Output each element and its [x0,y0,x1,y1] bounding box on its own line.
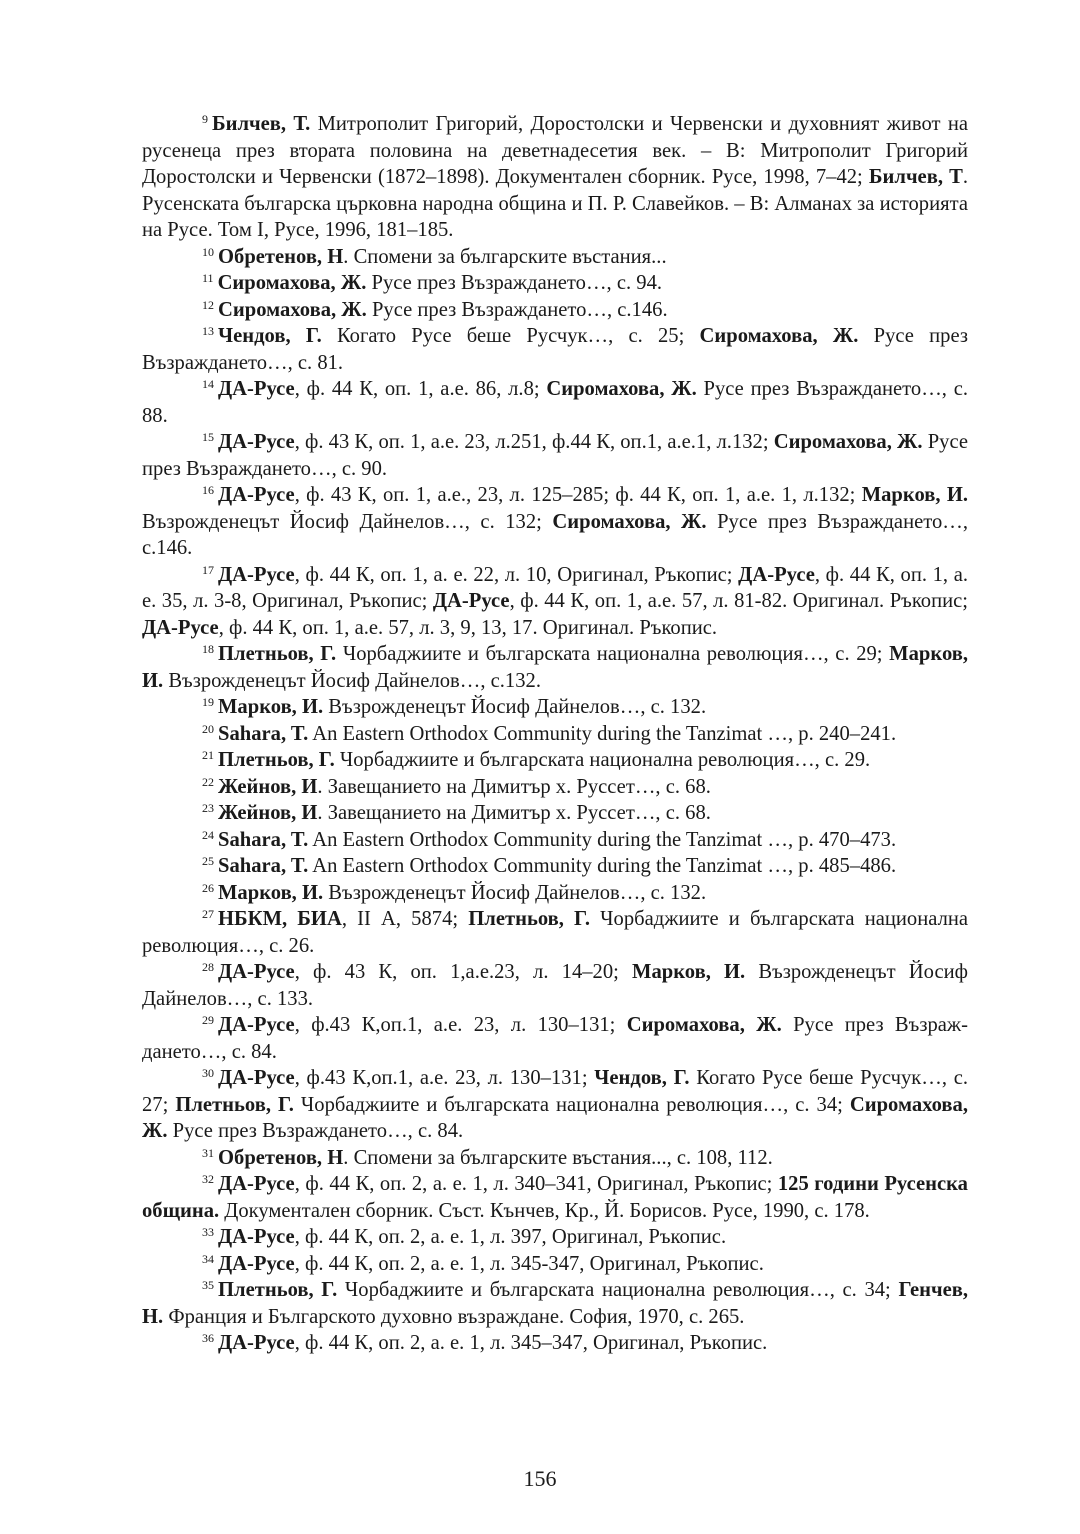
citation-author: ДА-Русе [218,961,295,983]
citation-author: ДА-Русе [218,1067,295,1089]
citation-author: Билчев, Т [868,166,963,188]
citation-text: Франция и Българското духовно възраждане. София, 1970, с. 265. [163,1305,745,1328]
citation-text: Възрожденецът Йосиф Дайнелов…, с. 132; [142,510,553,533]
citation-text: , ф. 43 К, оп. 1, а.е. 23, л.251, ф.44 К, оп.1, а.е.1, л.132; [294,431,774,453]
footnote [142,1012,968,1065]
citation-author: Жейнов, И [218,775,318,798]
citation-text: Митрополит Григорий, Доростолски и Червенски и духовният живот на русенеца през втората половина на деветнадесетия век. – В: Митрополит Григорий Доростолски и Червенски (1872–1898). Документален сборник. Русе, 1998, 7–42; [142,113,968,188]
footnote-list [142,111,968,1357]
citation-author: 125 години Русенска община. [142,1173,968,1222]
citation-text: An Eastern Orthodox Community during the Tanzimat …, p. 485–486. [308,855,897,877]
citation-text: Русе през Възраждането…, с. 88. [142,378,968,427]
citation-author: Чендов, Г. [218,325,322,347]
footnote [142,1224,968,1251]
citation-author: Sahara, T. [218,855,309,877]
citation-author: Обретенов, Н [218,1146,344,1169]
footnote-number: 33 [202,1225,214,1239]
footnote [142,1065,968,1145]
footnote-number: 28 [202,960,214,974]
footnote-number: 15 [202,430,214,444]
footnote [142,827,968,854]
footnote-number: 34 [202,1251,214,1266]
citation-text: , ф. 44 К, оп. 1, а. е. 22, л. 10, Оригинал, Ръкопис; [294,563,739,586]
citation-text: . Русенската българска църковна народна община и П. Р. Славейков. – В: Алманах за историята на Русе. Том I, Русе, 1996, 181–185. [142,166,968,241]
citation-author: Сиромахова, Ж. [546,378,697,400]
footnote-number: 25 [202,854,214,868]
footnote-number: 14 [202,377,214,391]
citation-author: ДА-Русе [142,616,219,639]
footnotes-block [142,111,968,1357]
citation-text: , ф. 44 К, оп. 2, а. е. 1, л. 345–347, Оригинал, Ръкопис. [294,1332,768,1354]
footnote [142,906,968,959]
citation-text: . Спомени за българските въстания... [343,245,667,268]
citation-author: Жейнов, И [218,802,318,824]
footnote-number: 17 [202,562,214,577]
citation-author: Сиромахова, Ж. [217,272,367,294]
footnote-number: 32 [202,1172,214,1186]
citation-text: Русе през Възраждането…, с. 94. [366,272,663,294]
citation-author: Плетньов, Г. [175,1093,294,1116]
citation-author: Обретенов, Н [218,245,344,268]
citation-text: Чорбаджиите и българската национална революция…, с. 29. [334,749,871,771]
footnote [142,562,968,642]
citation-text: , ф. 43 К, оп. 1,а.е.23, л. 14–20; [294,961,633,983]
citation-text: Русе през Възраждането…, с. 90. [142,431,968,480]
citation-author: Билчев, Т. [212,113,311,135]
footnote [142,880,968,907]
citation-text: , ф. 44 К, оп. 2, а. е. 1, л. 397, Оригинал, Ръкопис. [294,1226,727,1248]
citation-author: Марков, И. [632,961,746,983]
footnote [142,111,968,244]
footnote-number: 35 [202,1278,214,1292]
footnote [142,1277,968,1330]
citation-author: ДА-Русе [218,1252,295,1275]
footnote [142,747,968,774]
citation-text: Русе през Възраждането…, с. 84. [142,1014,968,1063]
footnote [142,1171,968,1224]
footnote [142,297,968,324]
page-number: 156 [523,1466,557,1491]
footnote-number: 30 [202,1066,214,1080]
footnote-number: 22 [202,774,214,789]
citation-author: ДА-Русе [218,1014,295,1036]
citation-text: An Eastern Orthodox Community during the Tanzimat …, p. 240–241. [308,722,897,745]
citation-text: Чорбаджиите и българската национална революция…, с. 26. [142,908,969,957]
citation-text: . Завещанието на Димитър х. Руссет…, с. 68. [317,802,711,824]
footnote-number: 10 [202,244,214,259]
citation-text: Русе през Възраждането…, с. 81. [142,325,968,374]
footnote [142,429,968,482]
citation-text: , ф. 43 К, оп. 1, а.е., 23, л. 125–285; ф. 44 К, оп. 1, а.е. 1, л.132; [294,484,862,506]
citation-author: Марков, И. [142,643,969,692]
footnote [142,721,968,748]
citation-author: ДА-Русе [738,563,815,586]
citation-text: , ф. 44 К, оп. 2, а. е. 1, л. 345-347, Оригинал, Ръкопис. [294,1252,764,1275]
footnote [142,1145,968,1172]
footnote-number: 26 [202,880,214,895]
citation-author: Sahara, T. [218,828,309,851]
footnote-number: 16 [202,483,214,497]
citation-author: ДА-Русе [218,1332,295,1354]
citation-text: Когато Русе беше Русчук…, с. 27; [142,1067,968,1116]
footnote [142,482,968,562]
footnote-number: 13 [202,324,214,338]
citation-text: Възрожденецът Йосиф Дайнелов…, с. 132. [323,881,707,904]
footnote-number: 29 [202,1013,214,1027]
citation-author: Марков, И. [218,696,324,718]
footnote [142,800,968,827]
citation-text: Русе през Възраждането…, с. 84. [167,1120,464,1142]
citation-author: Sahara, T. [218,722,309,745]
citation-text: , ф. 44 К, оп. 2, а. е. 1, л. 340–341, Оригинал, Ръкопис; [294,1173,778,1195]
citation-text: Когато Русе беше Русчук…, с. 25; [321,325,700,347]
citation-text: , ф.43 К,оп.1, а.е. 23, л. 130–131; [294,1067,595,1089]
footnote [142,774,968,801]
footnote [142,323,968,376]
footnote [142,1330,968,1357]
citation-author: ДА-Русе [432,590,510,612]
footnote-number: 23 [202,801,214,815]
citation-author: Сиромахова, Ж. [773,431,923,453]
citation-author: Марков, И. [861,484,969,506]
citation-text: Възрожденецът Йосиф Дайнелов…, с. 133. [142,961,968,1010]
citation-author: Плетньов, Г. [468,908,590,930]
footnote-number: 19 [202,695,214,709]
citation-author: Плетньов, Г. [218,1279,338,1301]
footnote [142,694,968,721]
footnote [142,853,968,880]
citation-author: Сиромахова, Ж. [699,325,859,347]
citation-text: Възрожденецът Йосиф Дайнелов…, с.132. [163,669,541,692]
citation-text: , ф. 44 К, оп. 1, а.е. 86, л.8; [294,378,547,400]
citation-author: ДА-Русе [218,1173,295,1195]
citation-author: Сиромахова, Ж. [626,1014,782,1036]
citation-author: Генчев, Н. [142,1279,969,1328]
footnote-number: 36 [202,1331,214,1345]
footnote-number: 20 [202,721,214,736]
citation-text: , ф. 44 К, оп. 1, а. е. 35, л. 3-8, Оригинал, Ръкопис; [142,563,968,612]
citation-text: . Завещанието на Димитър х. Руссет…, с. 68. [317,775,711,798]
citation-text: Чорбаджиите и българската национална революция…, с. 34; [293,1093,850,1116]
citation-author: Чендов, Г. [594,1067,690,1089]
footnote [142,244,968,271]
footnote [142,376,968,429]
citation-text: . Спомени за българските въстания..., с. 108, 112. [343,1146,773,1169]
footnote-number: 31 [202,1145,214,1160]
citation-author: ДА-Русе [218,1226,295,1248]
citation-text: Чорбаджиите и българската национална революция…, с. 34; [337,1279,899,1301]
footnote [142,641,968,694]
footnote-number: 24 [202,827,214,842]
citation-text: Русе през Възраждането…, с.146. [366,298,668,321]
citation-text: Документален сборник. Съст. Кънчев, Кр., Й. Борисов. Русе, 1990, с. 178. [219,1199,870,1222]
citation-author: Марков, И. [218,881,324,904]
citation-author: ДА-Русе [218,431,295,453]
citation-author: Плетньов, Г. [218,643,337,665]
citation-author: Сиромахова, Ж. [142,1093,969,1142]
citation-text: , II А, 5874; [341,908,469,930]
footnote-number: 27 [202,907,214,921]
citation-text: , ф. 44 К, оп. 1, а.е. 57, л. 81-82. Оригинал. Ръкопис; [509,590,968,612]
citation-author: Сиромахова, Ж. [218,298,367,321]
citation-text: Русе през Възраждането…, с.146. [142,510,968,559]
footnote-number: 11 [202,271,214,285]
footnote [142,959,968,1012]
citation-author: ДА-Русе [218,563,295,586]
citation-text: Чорбаджиите и българската национална революция…, с. 29; [336,643,890,665]
citation-author: ДА-Русе [218,378,295,400]
citation-text: An Eastern Orthodox Community during the Tanzimat …, p. 470–473. [308,828,897,851]
footnote-number: 12 [202,297,214,312]
citation-text: Възрожденецът Йосиф Дайнелов…, с. 132. [323,696,707,718]
citation-author: НБКМ, БИА [218,908,342,930]
footnote [142,1251,968,1278]
citation-text: , ф.43 К,оп.1, а.е. 23, л. 130–131; [294,1014,627,1036]
footnote-number: 9 [202,112,208,126]
citation-author: Плетньов, Г. [218,749,335,771]
footnote-number: 21 [202,748,214,762]
citation-author: ДА-Русе [218,484,295,506]
citation-author: Сиромахова, Ж. [552,510,707,533]
footnote [142,270,968,297]
citation-text: , ф. 44 К, оп. 1, а.е. 57, л. 3, 9, 13, 17. Оригинал. Ръкопис. [218,616,718,639]
footnote-number: 18 [202,642,214,656]
